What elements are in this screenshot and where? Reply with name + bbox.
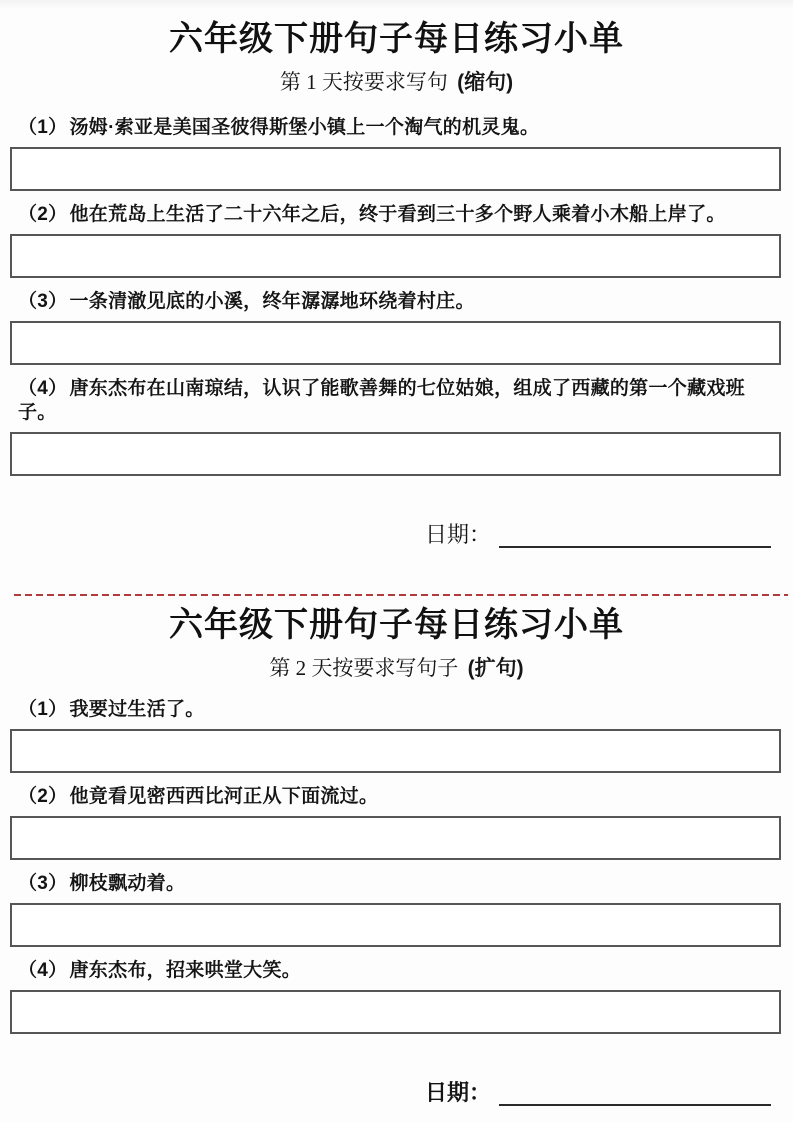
question-text — [0, 785, 793, 809]
subtitle-text: 第 2 天按要求写句子 — [269, 656, 459, 680]
subtitle-exercise-type: (缩句) — [457, 71, 514, 94]
question-row — [0, 203, 793, 278]
answer-box[interactable] — [10, 147, 781, 191]
answer-box[interactable] — [10, 234, 781, 278]
subtitle-text: 第 1 天按要求写句 — [279, 70, 448, 94]
question-number: （2） — [18, 204, 68, 225]
question-text — [0, 959, 793, 983]
question-number: （3） — [18, 291, 68, 312]
question-text — [0, 872, 793, 896]
question-number: （4） — [18, 960, 68, 981]
question-row — [0, 116, 793, 191]
question-row — [0, 959, 793, 1034]
question-sentence: 唐东杰布，招来哄堂大笑。 — [69, 960, 302, 981]
question-row — [0, 698, 793, 773]
question-number: （4） — [18, 378, 68, 399]
question-row — [0, 290, 793, 365]
answer-box[interactable] — [10, 990, 781, 1034]
question-sentence: 他竟看见密西西比河正从下面流过。 — [69, 786, 379, 807]
question-sentence: 柳枝飘动着。 — [69, 873, 186, 894]
question-text — [0, 116, 793, 140]
answer-box[interactable] — [10, 729, 781, 773]
subtitle-exercise-type: (扩句) — [467, 657, 524, 680]
section-subtitle — [0, 69, 793, 96]
question-text — [0, 377, 793, 425]
question-sentence: 他在荒岛上生活了二十六年之后，终于看到三十多个野人乘着小木船上岸了。 — [69, 204, 726, 225]
question-number: （1） — [18, 117, 68, 138]
date-underline[interactable] — [499, 526, 771, 548]
date-row — [0, 522, 771, 548]
answer-box[interactable] — [10, 816, 781, 860]
page-title: 六年级下册句子每日练习小单 — [169, 607, 624, 644]
section-subtitle — [0, 655, 793, 682]
question-number: （2） — [18, 786, 68, 807]
question-sentence: 唐东杰布在山南琼结，认识了能歌善舞的七位姑娘，组成了西藏的第一个藏戏班子。 — [18, 378, 745, 423]
page-title: 六年级下册句子每日练习小单 — [169, 21, 624, 58]
question-number: （3） — [18, 873, 68, 894]
question-row — [0, 377, 793, 476]
question-text — [0, 290, 793, 314]
question-row — [0, 785, 793, 860]
answer-box[interactable] — [10, 321, 781, 365]
worksheet-section-day2 — [0, 596, 793, 1106]
date-label: 日期： — [424, 1080, 491, 1105]
answer-box[interactable] — [10, 903, 781, 947]
date-underline[interactable] — [499, 1084, 771, 1106]
question-sentence: 我要过生活了。 — [69, 699, 205, 720]
answer-box[interactable] — [10, 432, 781, 476]
question-sentence: 一条清澈见底的小溪，终年潺潺地环绕着村庄。 — [69, 291, 475, 312]
question-number: （1） — [18, 699, 68, 720]
question-text — [0, 203, 793, 227]
question-sentence: 汤姆·索亚是美国圣彼得斯堡小镇上一个淘气的机灵鬼。 — [69, 117, 540, 138]
question-row — [0, 872, 793, 947]
date-row — [0, 1080, 771, 1106]
worksheet-section-day1 — [0, 2, 793, 548]
question-text — [0, 698, 793, 722]
date-label: 日期： — [424, 522, 491, 547]
